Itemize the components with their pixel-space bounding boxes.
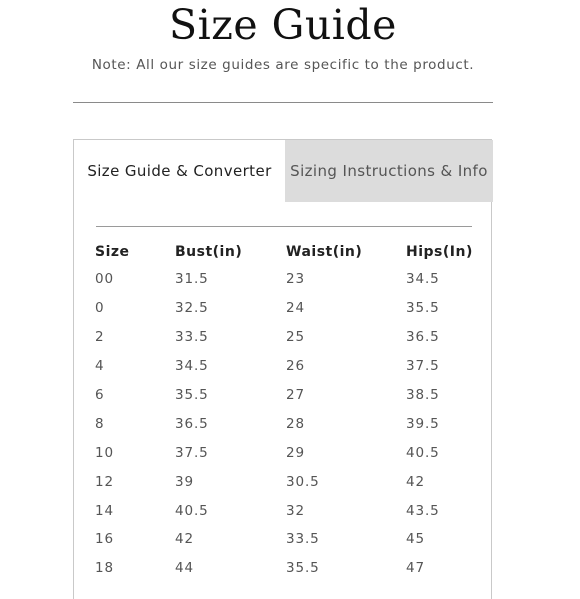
cell-bust: 40.5 — [175, 502, 209, 519]
cell-hips: 35.5 — [406, 300, 440, 317]
cell-waist: 27 — [286, 387, 305, 403]
cell-size: 6 — [95, 387, 105, 403]
cell-hips: 36.5 — [406, 329, 440, 346]
cell-waist: 28 — [286, 415, 305, 432]
table-divider — [96, 226, 472, 227]
cell-waist: 35.5 — [286, 560, 320, 577]
cell-waist: 25 — [286, 329, 305, 346]
table-row — [95, 323, 485, 352]
column-header-bust: Bust(in) — [175, 244, 243, 260]
cell-size: 0 — [95, 300, 105, 317]
cell-bust: 39 — [175, 473, 194, 490]
cell-bust: 31.5 — [175, 271, 209, 288]
cell-waist: 26 — [286, 358, 305, 375]
table-row — [95, 467, 485, 496]
header-divider — [73, 102, 493, 103]
cell-size: 12 — [95, 473, 114, 490]
tab-size-guide-converter[interactable]: Size Guide & Converter — [74, 140, 285, 202]
tab-sizing-instructions-info[interactable]: Sizing Instructions & Info — [285, 140, 493, 202]
table-row — [95, 381, 485, 410]
table-row — [95, 525, 485, 554]
cell-hips: 38.5 — [406, 387, 440, 403]
cell-waist: 23 — [286, 271, 305, 288]
cell-size: 14 — [95, 502, 114, 519]
column-header-size: Size — [95, 244, 130, 260]
cell-waist: 32 — [286, 502, 305, 519]
cell-size: 8 — [95, 415, 105, 432]
table-row — [95, 438, 485, 467]
cell-bust: 42 — [175, 531, 194, 548]
column-header-hips: Hips(In) — [406, 244, 473, 260]
table-row — [95, 265, 485, 294]
size-guide-note: Note: All our size guides are specific to the product. — [91, 57, 475, 73]
cell-hips: 42 — [406, 473, 425, 490]
cell-bust: 32.5 — [175, 300, 209, 317]
cell-size: 16 — [95, 531, 114, 548]
cell-hips: 40.5 — [406, 444, 440, 461]
cell-hips: 39.5 — [406, 415, 440, 432]
cell-bust: 35.5 — [175, 387, 209, 403]
cell-size: 2 — [95, 329, 105, 346]
cell-size: 00 — [95, 271, 114, 288]
cell-hips: 34.5 — [406, 271, 440, 288]
table-row — [95, 496, 485, 525]
table-row — [95, 409, 485, 438]
cell-hips: 47 — [406, 560, 425, 577]
cell-size: 10 — [95, 444, 114, 461]
table-row — [95, 294, 485, 323]
page-title: Size Guide — [169, 1, 397, 49]
size-table — [95, 239, 485, 583]
cell-hips: 37.5 — [406, 358, 440, 375]
cell-hips: 45 — [406, 531, 425, 548]
column-header-waist: Waist(in) — [286, 244, 363, 260]
cell-waist: 30.5 — [286, 473, 320, 490]
cell-waist: 33.5 — [286, 531, 320, 548]
table-row — [95, 554, 485, 583]
cell-size: 4 — [95, 358, 105, 375]
table-header-row — [95, 239, 485, 265]
cell-hips: 43.5 — [406, 502, 440, 519]
cell-bust: 36.5 — [175, 415, 209, 432]
cell-waist: 29 — [286, 444, 305, 461]
cell-bust: 37.5 — [175, 444, 209, 461]
cell-bust: 34.5 — [175, 358, 209, 375]
size-guide-panel — [73, 139, 492, 599]
table-row — [95, 352, 485, 381]
cell-size: 18 — [95, 560, 114, 577]
cell-bust: 33.5 — [175, 329, 209, 346]
cell-waist: 24 — [286, 300, 305, 317]
cell-bust: 44 — [175, 560, 194, 577]
